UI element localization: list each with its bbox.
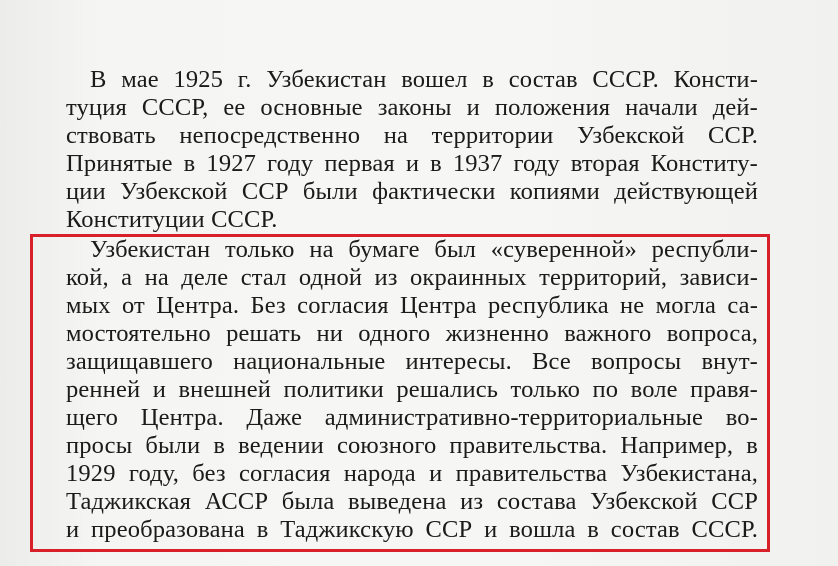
text-line: туция СССР, ее основные законы и положения начали дей- [66, 94, 758, 121]
text-line: 1929 году, без согласия народа и правительства Узбекистана, [66, 460, 758, 487]
text-line: защищавшего национальные интересы. Все вопросы внут- [66, 348, 758, 375]
text-line: ции Узбекской ССР были фактически копиями действующей [66, 178, 758, 205]
text-line: кой, а на деле стал одной из окраинных территорий, зависи- [66, 264, 758, 291]
text-line: Таджикская АССР была выведена из состава Узбекской ССР [66, 488, 758, 515]
highlight-box [30, 234, 770, 552]
text-line: просы были в ведении союзного правительства. Например, в [66, 432, 758, 459]
text-line: Принятые в 1927 году первая и в 1937 году вторая Конститу- [66, 150, 758, 177]
text-line: щего Центра. Даже административно-территориальные во- [66, 404, 758, 431]
text-line: Конституции СССР. [66, 206, 278, 233]
text-line: мостоятельно решать ни одного жизненно важного вопроса, [66, 320, 758, 347]
text-line: В мае 1925 г. Узбекистан вошел в состав СССР. Консти- [90, 66, 758, 93]
text-line: ствовать непосредственно на территории Узбекской ССР. [66, 122, 758, 149]
text-line: ренней и внешней политики решались только по воле правя- [66, 376, 758, 403]
text-line: мых от Центра. Без согласия Центра республика не могла са- [66, 292, 758, 319]
text-line: Узбекистан только на бумаге был «суверенной» республи- [90, 236, 758, 263]
text-line: и преобразована в Таджикскую ССР и вошла в состав СССР. [66, 516, 758, 543]
